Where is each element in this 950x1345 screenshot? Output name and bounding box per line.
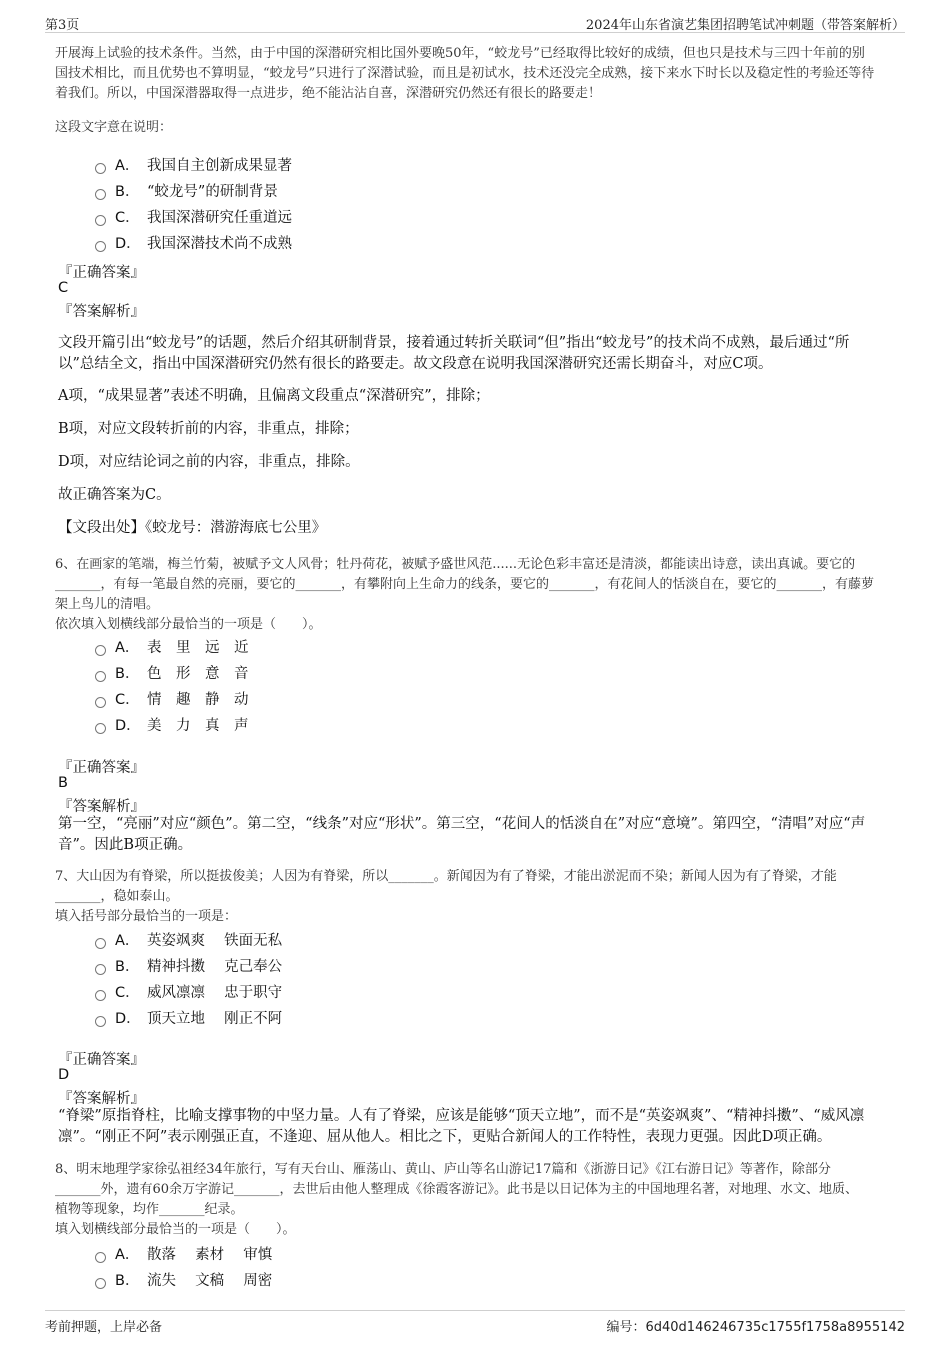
- q5-passage-line: 国技术相比，而且优势也不算明显，“蛟龙号”只进行了深潜试验，而且是初试水，技术还没完全成熟，接下来水下时长以及稳定性的考验还等待: [55, 66, 875, 81]
- radio-icon[interactable]: [95, 697, 106, 708]
- radio-icon[interactable]: [95, 215, 106, 226]
- page-number: 第3页: [45, 18, 80, 33]
- q6-answer-label: 『正确答案』: [58, 760, 145, 776]
- q7-option-b[interactable]: B． 精神抖擞 克己奉公: [95, 955, 282, 977]
- q5-option-b[interactable]: B． “蛟龙号”的研制背景: [95, 180, 278, 202]
- q5-analysis-b: B项，对应文段转折前的内容，非重点，排除；: [58, 421, 359, 437]
- q8-option-b[interactable]: B． 流失 文稿 周密: [95, 1269, 272, 1291]
- q7-stem: 7、大山因为有脊梁，所以挺拔俊美；人因为有脊梁，所以_______。新闻因为有了脊梁，才能出淤泥而不染；新闻人因为有了脊梁，才能 _______，稳如泰山。 填入括号部分最恰当的一项是：: [55, 869, 837, 924]
- q5-answer-label: 『正确答案』: [58, 265, 145, 281]
- q8-option-a[interactable]: A． 散落 素材 审慎: [95, 1243, 272, 1265]
- q5-answer: C: [58, 280, 69, 296]
- page-header: [45, 10, 905, 33]
- q6-option-c[interactable]: C． 情 趣 静 动: [95, 688, 249, 710]
- q5-option-d[interactable]: D． 我国深潜技术尚不成熟: [95, 232, 292, 254]
- radio-icon[interactable]: [95, 938, 106, 949]
- q7-answer: D: [58, 1067, 70, 1083]
- radio-icon[interactable]: [95, 189, 106, 200]
- q5-option-c[interactable]: C． 我国深潜研究任重道远: [95, 206, 292, 228]
- q5-prompt: 这段文字意在说明：: [55, 120, 173, 135]
- q5-passage: [55, 44, 895, 104]
- q5-passage-line: 开展海上试验的技术条件。当然，由于中国的深潜研究相比国外要晚50年，“蛟龙号”已经取得比较好的成绩，但也只是技术与三四十年前的别: [55, 46, 865, 61]
- radio-icon[interactable]: [95, 1252, 106, 1263]
- document-title: 2024年山东省演艺集团招聘笔试冲刺题（带答案解析）: [585, 18, 905, 33]
- q8-stem: 8、明末地理学家徐弘祖经34年旅行，写有天台山、雁荡山、黄山、庐山等名山游记17篇和《浙游日记》《江右游日记》等著作，除部分 _______外，遗有60余万字游记_______，去世后由他人整理成《徐霞客游记》。此书是以日记体为主的中国地理名著，对地理、水文、地质、 植物等现象，均作_______纪录。 填入划横线部分最恰当的一项是（ ）。: [55, 1162, 859, 1237]
- q5-passage-line: 着我们。所以，中国深潜器取得一点进步，绝不能沾沾自喜，深潜研究仍然还有很长的路要走！: [55, 86, 602, 101]
- q5-analysis-conclusion: 故正确答案为C。: [58, 487, 171, 503]
- radio-icon[interactable]: [95, 671, 106, 682]
- radio-icon[interactable]: [95, 964, 106, 975]
- q7-analysis-label: 『答案解析』: [58, 1091, 145, 1107]
- q6-option-a[interactable]: A． 表 里 远 近: [95, 636, 249, 658]
- q7-analysis: “脊梁”原指脊柱，比喻支撑事物的中坚力量。人有了脊梁，应该是能够“顶天立地”，而不是“英姿飒爽”、“精神抖擞”、“威风凛 凛”。“刚正不阿”表示刚强正直，不逢迎、屈从他人。相比之下，更贴合新闻人的工作特性，表现力更强。因此D项正确。: [58, 1108, 865, 1145]
- radio-icon[interactable]: [95, 1016, 106, 1027]
- footer-slogan: 考前押题，上岸必备: [45, 1320, 163, 1335]
- q5-analysis-a: A项，“成果显著”表述不明确，且偏离文段重点“深潜研究”，排除；: [58, 388, 490, 404]
- q6-analysis-label: 『答案解析』: [58, 799, 145, 815]
- q6-answer: B: [58, 775, 68, 791]
- q6-analysis: 第一空，“亮丽”对应“颜色”。第二空，“线条”对应“形状”。第三空，“花间人的恬淡自在”对应“意境”。第四空，“清唱”对应“声 音”。因此B项正确。: [58, 816, 866, 853]
- radio-icon[interactable]: [95, 645, 106, 656]
- radio-icon[interactable]: [95, 241, 106, 252]
- radio-icon[interactable]: [95, 163, 106, 174]
- q5-analysis-d: D项，对应结论词之前的内容，非重点，排除。: [58, 454, 360, 470]
- q5-analysis-label: 『答案解析』: [58, 304, 145, 320]
- q6-stem: 6、在画家的笔端，梅兰竹菊，被赋予文人风骨；牡丹荷花，被赋予盛世风范......无论色彩丰富还是清淡，都能读出诗意，读出真诚。要它的 _______，有每一笔最自然的亮丽，要它的_______，有攀附向上生命力的线条，要它的_______，有花间人的恬淡自在，要它的_______，有藤萝 架上鸟儿的清唱。 依次填入划横线部分最恰当的一项是（ ）。: [55, 557, 875, 632]
- q7-answer-label: 『正确答案』: [58, 1052, 145, 1068]
- q6-option-d[interactable]: D． 美 力 真 声: [95, 714, 249, 736]
- radio-icon[interactable]: [95, 990, 106, 1001]
- radio-icon[interactable]: [95, 1278, 106, 1289]
- q5-source: 【文段出处】《蛟龙号：潜游海底七公里》: [58, 520, 327, 536]
- q7-option-a[interactable]: A． 英姿飒爽 铁面无私: [95, 929, 282, 951]
- q5-option-a[interactable]: A． 我国自主创新成果显著: [95, 154, 292, 176]
- q7-option-c[interactable]: C． 威风凛凛 忠于职守: [95, 981, 282, 1003]
- page-footer: [45, 1310, 905, 1337]
- radio-icon[interactable]: [95, 723, 106, 734]
- q5-analysis-para: 文段开篇引出“蛟龙号”的话题，然后介绍其研制背景，接着通过转折关联词“但”指出“蛟龙号”的技术尚不成熟，最后通过“所 以”总结全文，指出中国深潜研究仍然有很长的路要走。故文段意在说明我国深潜研究还需长期奋斗，对应C项。: [58, 335, 850, 372]
- q6-option-b[interactable]: B． 色 形 意 音: [95, 662, 249, 684]
- document-code: 编号：6d40d146246735c1755f1758a8955142: [606, 1320, 905, 1335]
- q7-option-d[interactable]: D． 顶天立地 刚正不阿: [95, 1007, 282, 1029]
